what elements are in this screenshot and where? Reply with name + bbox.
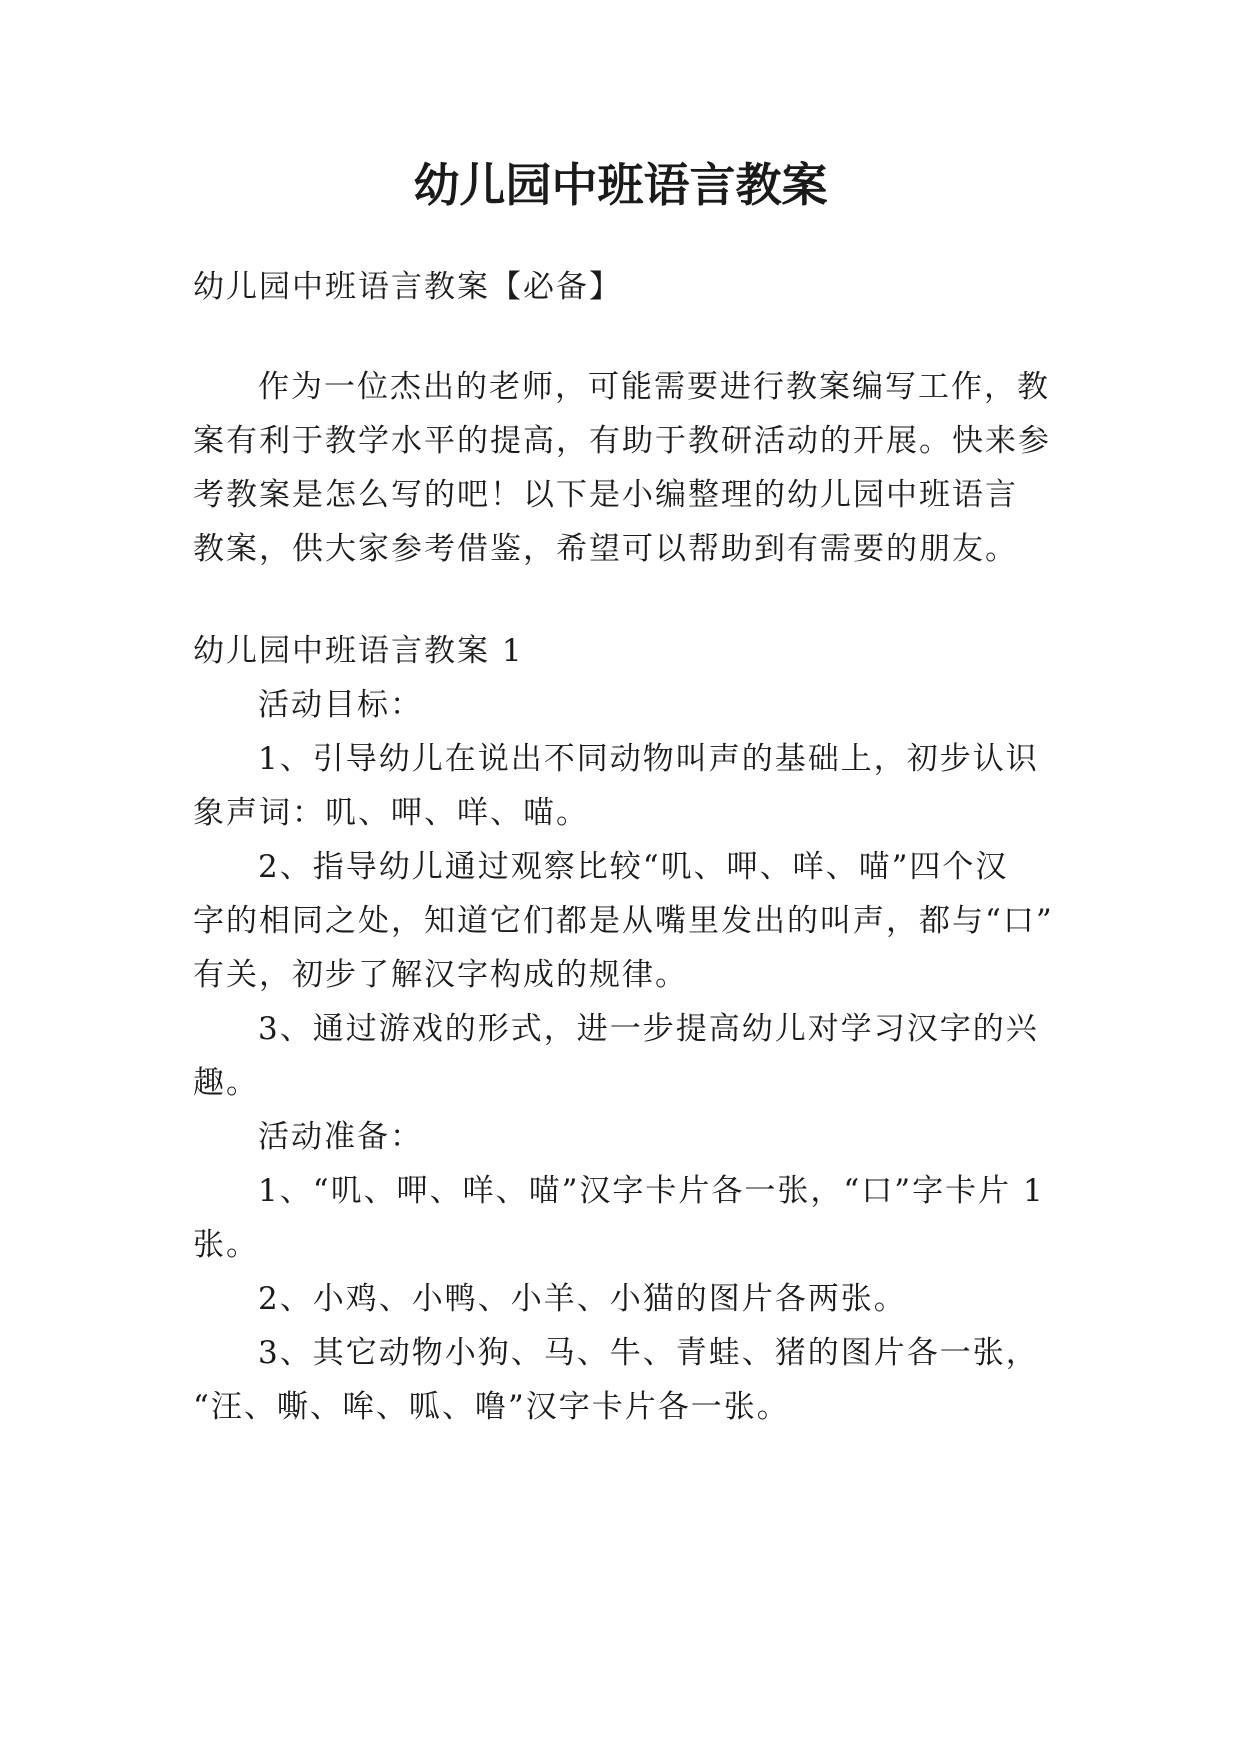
intro-line: 教案，供大家参考借鉴，希望可以帮助到有需要的朋友。: [193, 531, 1018, 567]
prep-line: 3、其它动物小狗、马、牛、青蛙、猪的图片各一张，: [258, 1335, 1039, 1371]
prep-line: “汪、嘶、哞、呱、噜”汉字卡片各一张。: [193, 1389, 790, 1425]
section-title: 幼儿园中班语言教案 1: [193, 633, 524, 669]
intro-line: 作为一位杰出的老师，可能需要进行教案编写工作，教: [258, 369, 1050, 405]
goal-line: 1、引导幼儿在说出不同动物叫声的基础上，初步认识: [258, 741, 1039, 777]
goal-line: 趣。: [193, 1065, 259, 1101]
intro-line: 案有利于教学水平的提高，有助于教研活动的开展。快来参: [193, 423, 1051, 459]
goal-line: 2、指导幼儿通过观察比较“叽、呷、咩、喵”四个汉: [258, 849, 1009, 885]
goal-line: 有关，初步了解汉字构成的规律。: [193, 957, 688, 993]
goals-heading: 活动目标：: [258, 687, 423, 723]
goal-line: 字的相同之处，知道它们都是从嘴里发出的叫声，都与“口”: [193, 903, 1054, 939]
prep-heading: 活动准备：: [258, 1119, 423, 1155]
prep-line: 张。: [193, 1227, 259, 1263]
intro-line: 考教案是怎么写的吧！以下是小编整理的幼儿园中班语言: [193, 477, 1018, 513]
prep-line: 2、小鸡、小鸭、小羊、小猫的图片各两张。: [258, 1281, 907, 1317]
goal-line: 象声词：叽、呷、咩、喵。: [193, 795, 589, 831]
goal-line: 3、通过游戏的形式，进一步提高幼儿对学习汉字的兴: [258, 1011, 1039, 1047]
document-subtitle: 幼儿园中班语言教案【必备】: [193, 269, 622, 305]
prep-line: 1、“叽、呷、咩、喵”汉字卡片各一张，“口”字卡片 1: [258, 1173, 1045, 1209]
document-title: 幼儿园中班语言教案: [413, 158, 828, 212]
